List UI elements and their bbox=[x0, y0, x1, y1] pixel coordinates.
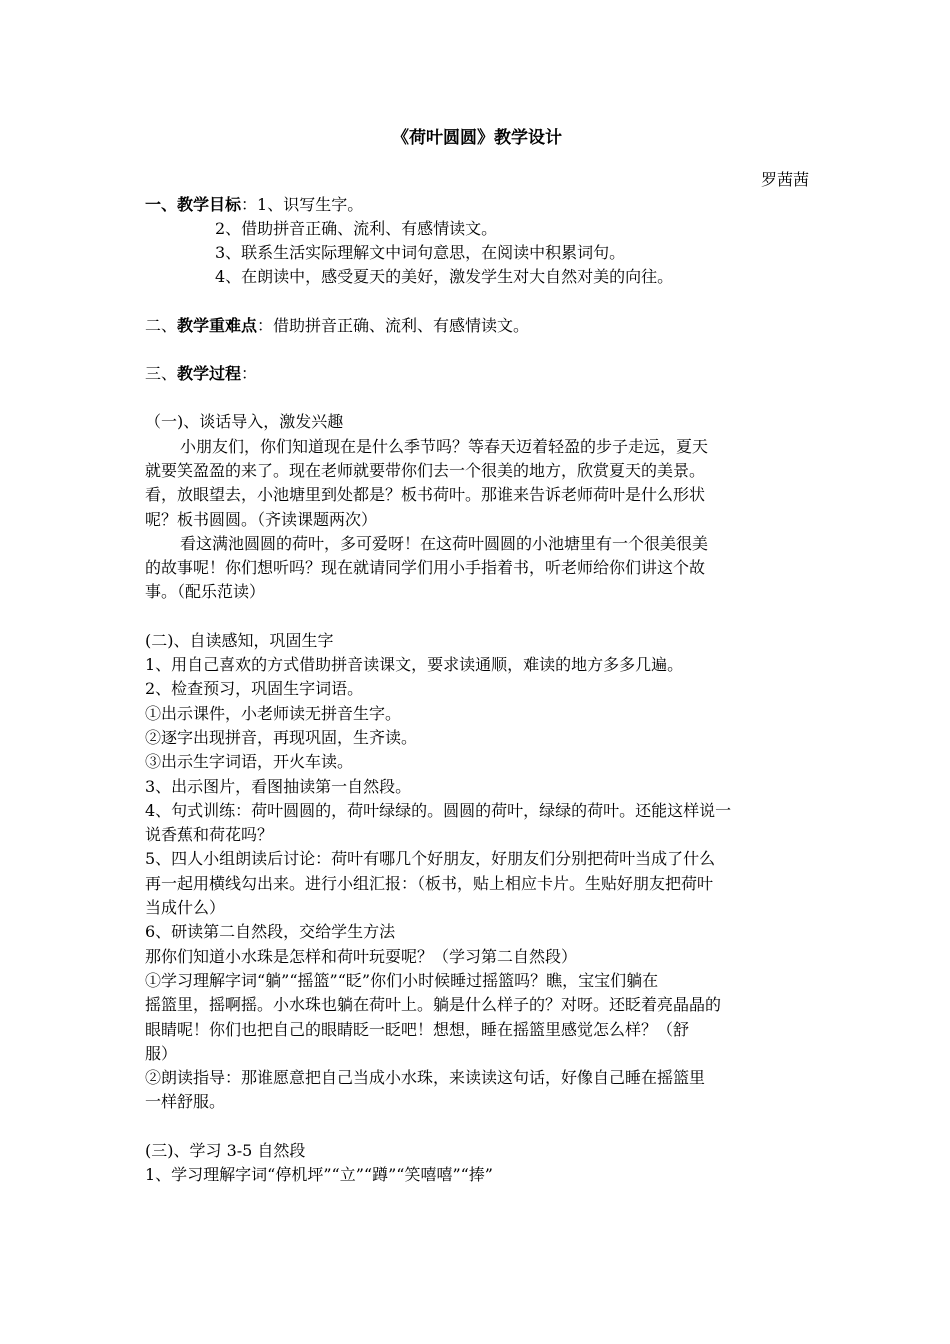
paragraph-line: 3、出示图片，看图抽读第一自然段。 bbox=[145, 776, 412, 796]
objectives-heading: 一、教学目标：1、识写生字。 bbox=[145, 194, 364, 214]
paragraph-line: 4、句式训练：荷叶圆圆的，荷叶绿绿的。圆圆的荷叶，绿绿的荷叶。还能这样说一 bbox=[145, 800, 732, 820]
paragraph-line: ③出示生字词语，开火车读。 bbox=[145, 752, 354, 772]
paragraph-line: 一样舒服。 bbox=[145, 1092, 226, 1112]
paragraph-line: 1、学习理解字词“停机坪”“立”“蹲”“笑嘻嘻”“捧” bbox=[145, 1164, 493, 1184]
paragraph-line: 的故事呢！你们想听吗？现在就请同学们用小手指着书，听老师给你们讲这个故 bbox=[145, 558, 706, 578]
paragraph-line: 看，放眼望去，小池塘里到处都是？板书荷叶。那谁来告诉老师荷叶是什么形状 bbox=[145, 485, 706, 505]
paragraph-line: 看这满池圆圆的荷叶，多可爱呀！在这荷叶圆圆的小池塘里有一个很美很美 bbox=[180, 533, 709, 553]
document-title: 《荷叶圆圆》教学设计 bbox=[392, 128, 562, 148]
paragraph-line: 2、检查预习，巩固生字词语。 bbox=[145, 679, 364, 699]
author-name: 罗茜茜 bbox=[760, 170, 809, 190]
paragraph-line: 事。（配乐范读） bbox=[145, 582, 266, 602]
paragraph-line: ①出示课件，小老师读无拼音生字。 bbox=[145, 703, 402, 723]
document-body bbox=[145, 126, 809, 1187]
objective-item: 3、联系生活实际理解文中词句意思，在阅读中积累词句。 bbox=[215, 243, 626, 263]
process-label: 教学过程 bbox=[177, 364, 242, 384]
paragraph-line: 说香蕉和荷花吗？ bbox=[145, 825, 274, 845]
paragraph-line: ②朗读指导：那谁愿意把自己当成小水珠，来读读这句话，好像自己睡在摇篮里 bbox=[145, 1068, 706, 1088]
objective-item: 4、在朗读中，感受夏天的美好，激发学生对大自然对美的向往。 bbox=[215, 267, 674, 287]
objective-item: 2、借助拼音正确、流利、有感情读文。 bbox=[215, 218, 498, 238]
paragraph-line: 再一起用横线勾出来。进行小组汇报：（板书，贴上相应卡片。生贴好朋友把荷叶 bbox=[145, 873, 714, 893]
paragraph-line: 服） bbox=[145, 1043, 178, 1063]
paragraph-line: 那你们知道小水珠是怎样和荷叶玩耍呢？（学习第二自然段） bbox=[145, 946, 578, 966]
paragraph-line: 小朋友们，你们知道现在是什么季节吗？等春天迈着轻盈的步子走远，夏天 bbox=[180, 436, 709, 456]
paragraph-line: 5、四人小组朗读后讨论：荷叶有哪几个好朋友，好朋友们分别把荷叶当成了什么 bbox=[145, 849, 716, 869]
key-points-heading: 二、教学重难点：借助拼音正确、流利、有感情读文。 bbox=[145, 315, 530, 335]
paragraph-line: 摇篮里，摇啊摇。小水珠也躺在荷叶上。躺是什么样子的？对呀。还眨着亮晶晶的 bbox=[145, 995, 722, 1015]
paragraph-line: 就要笑盈盈的来了。现在老师就要带你们去一个很美的地方，欣赏夏天的美景。 bbox=[145, 460, 706, 480]
process-heading: 三、教学过程： bbox=[145, 364, 258, 384]
paragraph-line: 眼睛呢！你们也把自己的眼睛眨一眨吧！想想，睡在摇篮里感觉怎么样？（舒 bbox=[145, 1019, 690, 1039]
paragraph-line: 6、研读第二自然段，交给学生方法 bbox=[145, 922, 396, 942]
key-points-label: 教学重难点 bbox=[177, 315, 258, 335]
objective-item: 1、识写生字。 bbox=[257, 194, 364, 214]
part3-heading: (三)、学习 3-5 自然段 bbox=[145, 1140, 306, 1160]
paragraph-line: ①学习理解字词“躺”“摇篮”“眨”你们小时候睡过摇篮吗？瞧，宝宝们躺在 bbox=[145, 970, 659, 990]
paragraph-line: ②逐字出现拼音，再现巩固，生齐读。 bbox=[145, 727, 418, 747]
part1-heading: （一)、谈话导入，激发兴趣 bbox=[145, 412, 344, 432]
paragraph-line: 1、用自己喜欢的方式借助拼音读课文，要求读通顺，难读的地方多多几遍。 bbox=[145, 655, 684, 675]
part2-heading: (二)、自读感知，巩固生字 bbox=[145, 630, 334, 650]
paragraph-line: 呢？板书圆圆。（齐读课题两次） bbox=[145, 509, 378, 529]
paragraph-line: 当成什么） bbox=[145, 898, 226, 918]
objectives-label: 一、教学目标 bbox=[145, 194, 242, 214]
